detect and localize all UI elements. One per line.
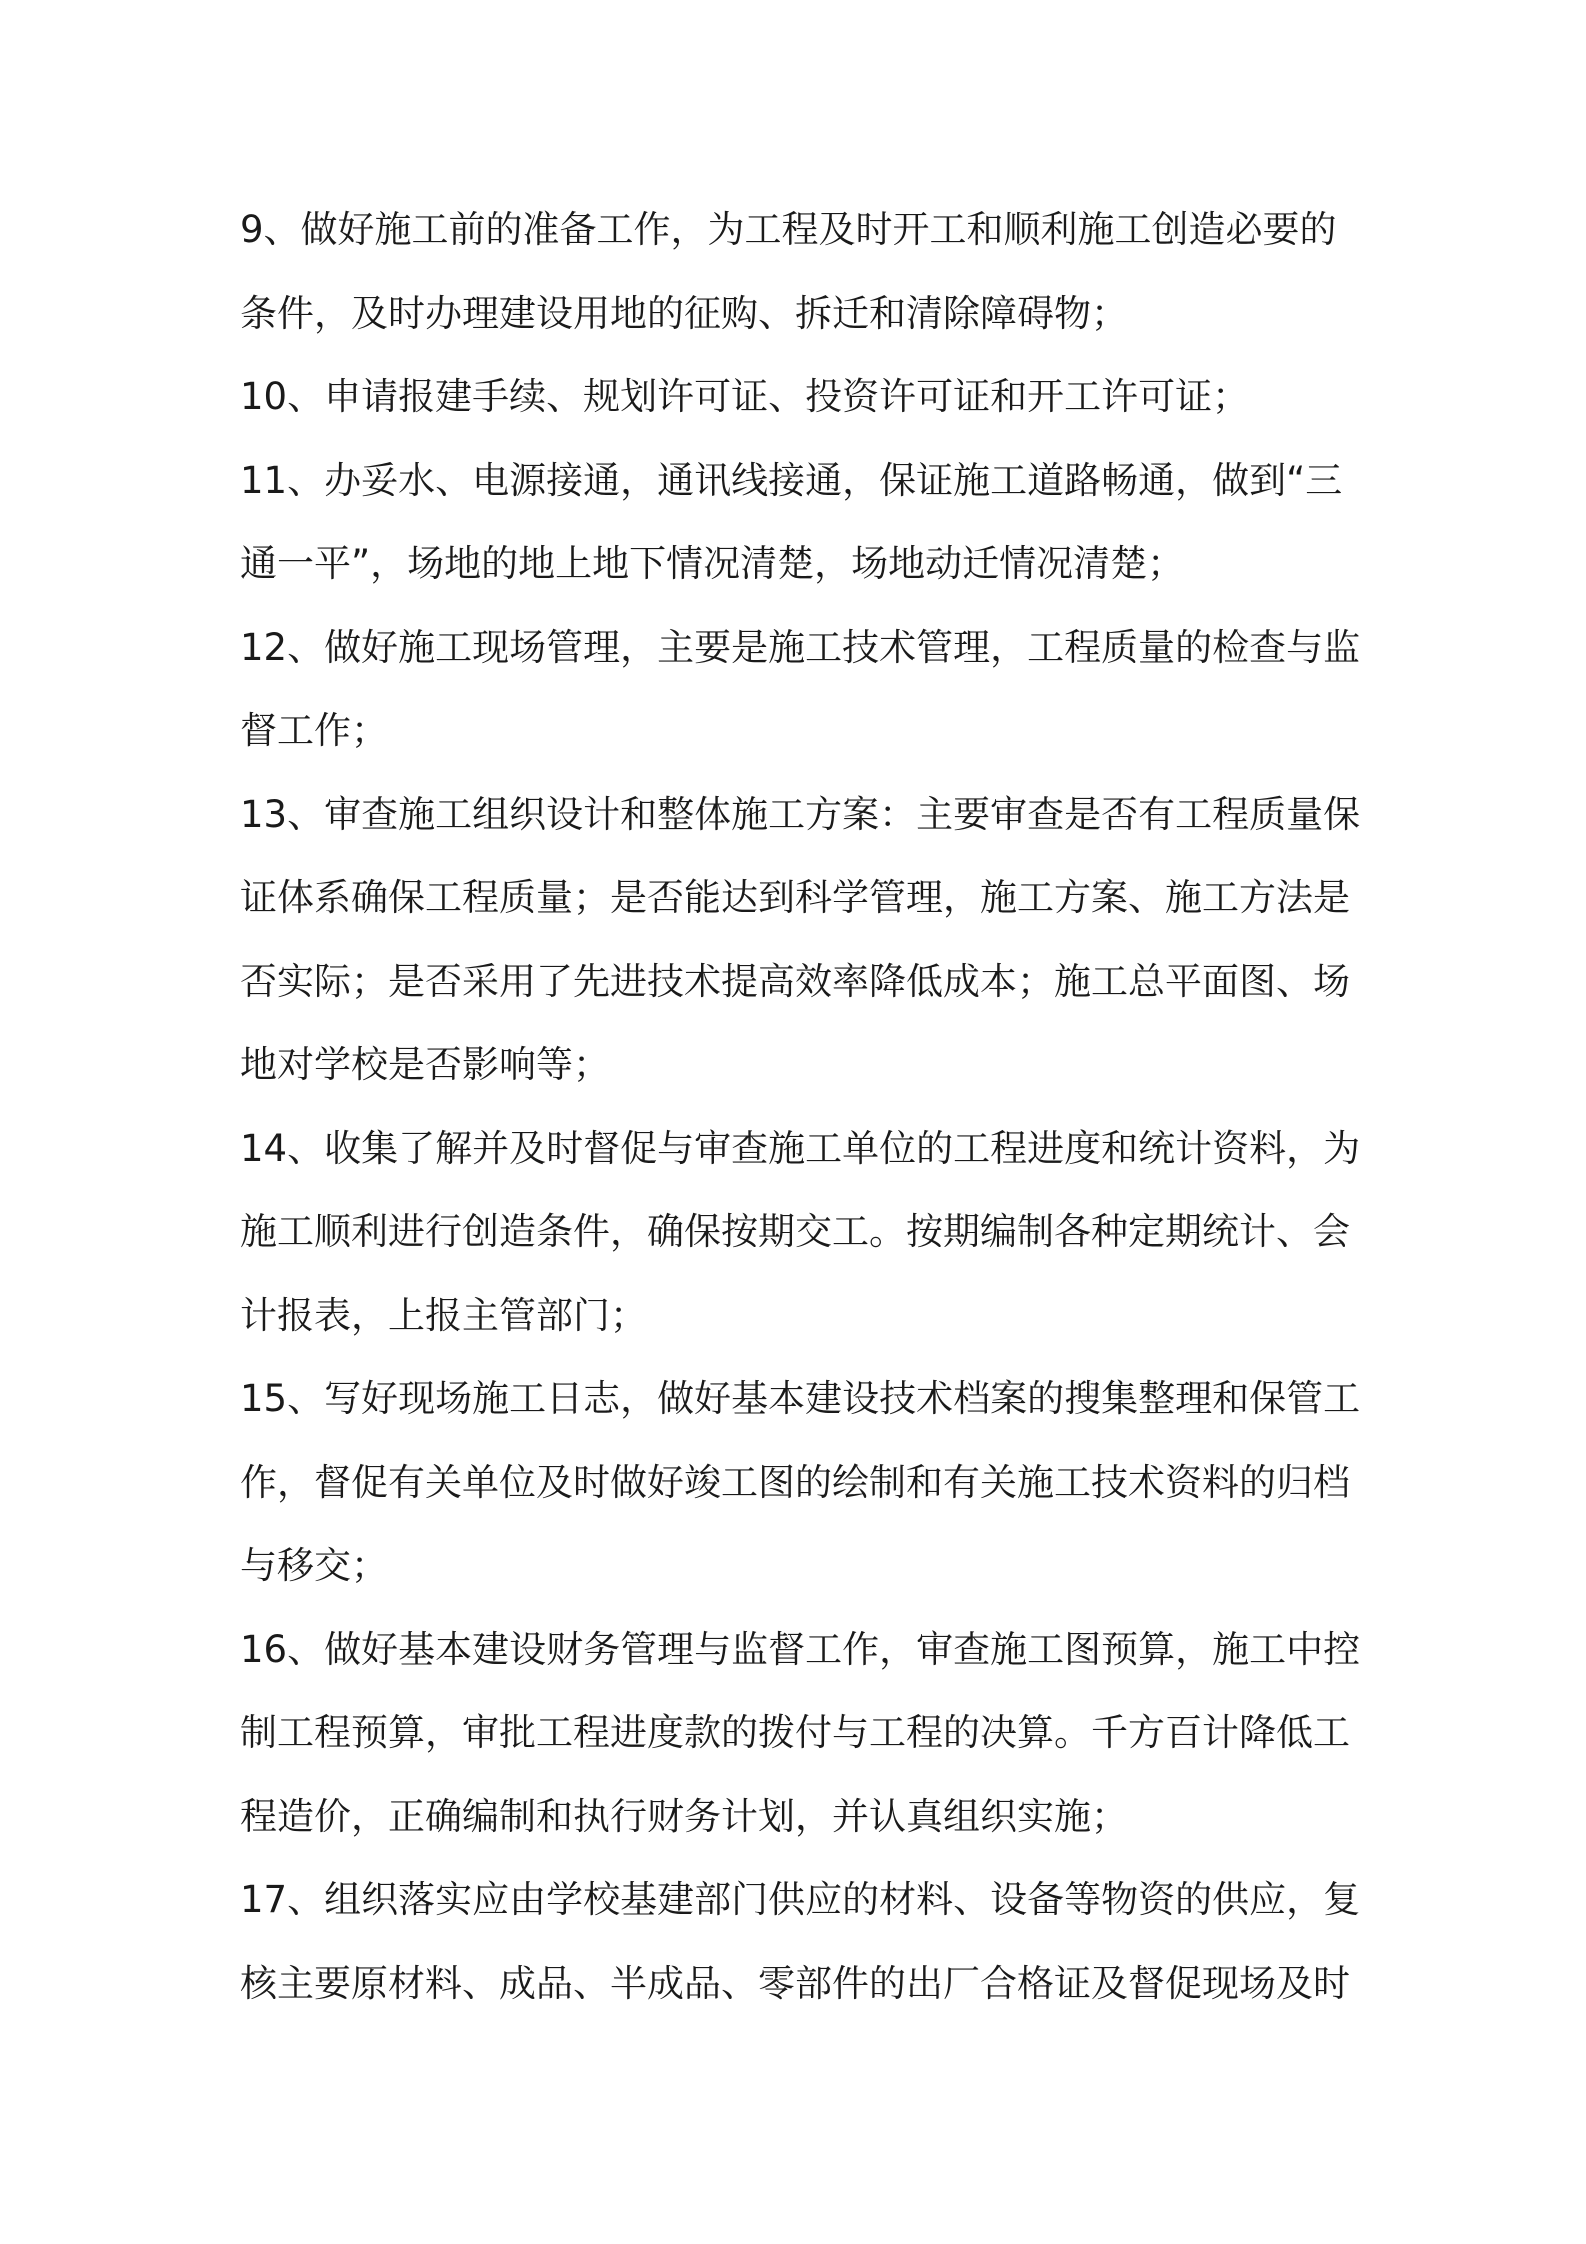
text-line: 施工顺利进行创造条件，确保按期交工。按期编制各种定期统计、会 — [240, 1210, 1350, 1253]
text-line: 13、审查施工组织设计和整体施工方案：主要审查是否有工程质量保 — [240, 792, 1360, 836]
text-line: 9、做好施工前的准备工作，为工程及时开工和顺利施工创造必要的 — [240, 208, 1337, 251]
text-line: 通一平”，场地的地上地下情况清楚，场地动迁情况清楚； — [240, 542, 1185, 585]
text-line: 核主要原材料、成品、半成品、零部件的出厂合格证及督促现场及时 — [240, 1961, 1350, 2005]
text-line: 证体系确保工程质量；是否能达到科学管理，施工方案、施工方法是 — [240, 876, 1350, 919]
text-line: 15、写好现场施工日志，做好基本建设技术档案的搜集整理和保管工 — [240, 1377, 1360, 1420]
text-line: 督工作； — [240, 709, 388, 752]
text-line: 14、收集了解并及时督促与审查施工单位的工程进度和统计资料，为 — [240, 1126, 1360, 1170]
text-line: 程造价，正确编制和执行财务计划，并认真组织实施； — [240, 1794, 1128, 1838]
text-line: 12、做好施工现场管理，主要是施工技术管理，工程质量的检查与监 — [240, 625, 1360, 669]
document-body — [240, 188, 1360, 2025]
text-line: 与移交； — [240, 1544, 388, 1587]
text-line: 计报表，上报主管部门； — [240, 1293, 647, 1337]
text-line: 否实际；是否采用了先进技术提高效率降低成本；施工总平面图、场 — [240, 959, 1350, 1003]
text-line: 制工程预算，审批工程进度款的拨付与工程的决算。千方百计降低工 — [240, 1711, 1350, 1754]
text-line: 作，督促有关单位及时做好竣工图的绘制和有关施工技术资料的归档 — [240, 1460, 1350, 1504]
text-line: 条件，及时办理建设用地的征购、拆迁和清除障碍物； — [240, 291, 1128, 335]
text-line: 16、做好基本建设财务管理与监督工作，审查施工图预算，施工中控 — [240, 1627, 1360, 1671]
text-line: 11、办妥水、电源接通，通讯线接通，保证施工道路畅通，做到“三 — [240, 458, 1343, 502]
text-line: 10、申请报建手续、规划许可证、投资许可证和开工许可证； — [240, 375, 1250, 418]
text-line: 17、组织落实应由学校基建部门供应的材料、设备等物资的供应，复 — [240, 1878, 1360, 1921]
text-line: 地对学校是否影响等； — [240, 1043, 610, 1086]
